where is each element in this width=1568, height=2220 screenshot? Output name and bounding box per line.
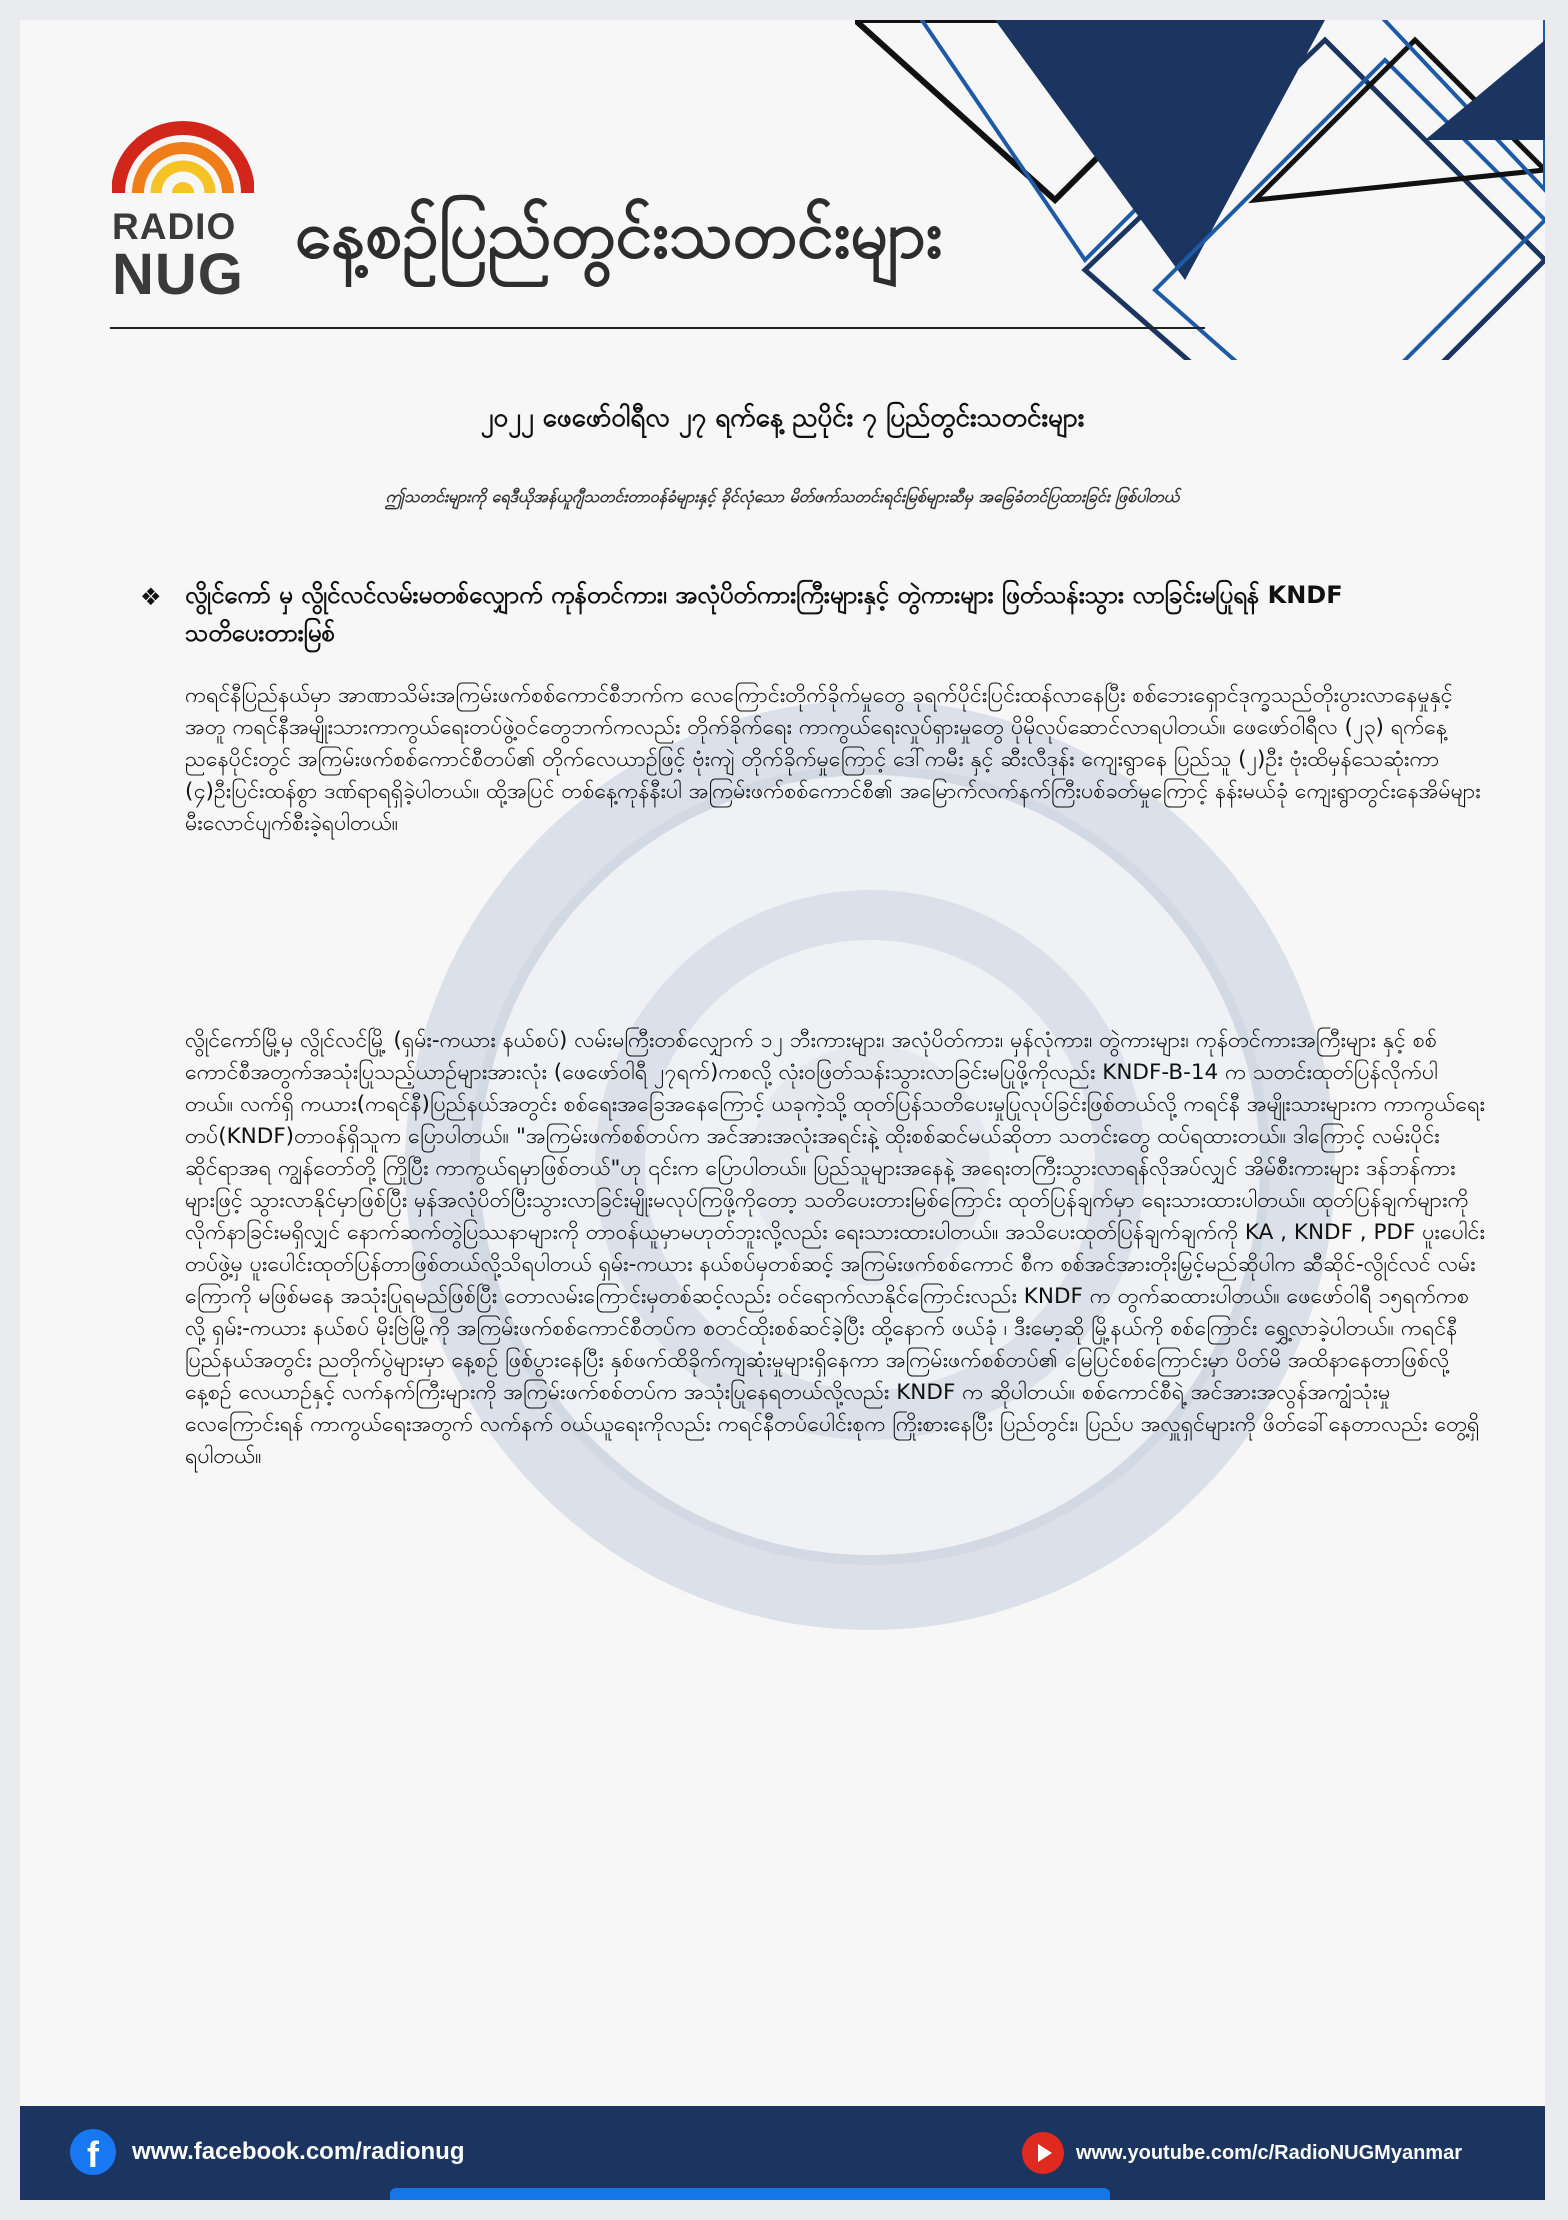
- diamond-fill-navy-2: [1425, 40, 1545, 140]
- radio-nug-logo: [112, 115, 262, 315]
- logo-word-radio: RADIO: [112, 206, 237, 247]
- facebook-icon[interactable]: f: [70, 2129, 116, 2175]
- footer-accent-strip: [390, 2188, 1110, 2200]
- header-divider: [110, 327, 1205, 329]
- news-bulletin-page: [20, 20, 1545, 2200]
- facebook-link[interactable]: www.facebook.com/radionug: [132, 2138, 465, 2165]
- logo-word-nug: NUG: [112, 242, 244, 307]
- diamond-fill-navy: [995, 20, 1325, 280]
- youtube-link[interactable]: www.youtube.com/c/RadioNUGMyanmar: [1076, 2142, 1462, 2164]
- headline-bullet-icon: ❖: [140, 583, 162, 611]
- decorative-diamonds: [855, 20, 1545, 360]
- masthead-title: နေ့စဉ်ပြည်တွင်းသတင်းများ: [295, 196, 943, 273]
- article-headline: လွိုင်ကော် မှ လွိုင်လင်လမ်းမတစ်လျှောက် ကုန်တင်ကား၊ အလုံပိတ်ကားကြီးများနှင့် တွဲကားများ ဖြတ်သန်းသွား လာခြင်းမပြုရန် KNDF သတိပေးတားမြစ်: [185, 581, 1343, 647]
- footer-bar: [20, 2106, 1545, 2200]
- article-paragraph-1: ကရင်နီပြည်နယ်မှာ အာဏာသိမ်းအကြမ်းဖက်စစ်ကောင်စီဘက်က လေကြောင်းတိုက်ခိုက်မှုတွေ ခုရက်ပိုင်းပြင်းထန်လာနေပြီး စစ်ဘေးရှောင်ဒုက္ခသည်တိုးပွားလာနေမှုနှင့်အတူ ကရင်နီအမျိုးသားကာကွယ်ရေးတပ်ဖွဲ့ဝင်တွေဘက်ကလည်း တိုက်ခိုက်ရေး ကာကွယ်ရေးလှုပ်ရှားမှုတွေ ပိုမိုလုပ်ဆောင်လာရပါတယ်။ ဖေဖော်ဝါရီလ (၂၃) ရက်နေ့ညနေပိုင်းတွင် အကြမ်းဖက်စစ်ကောင်စီတပ်၏ တိုက်လေယာဉ်ဖြင့် ဗုံးကျဲ တိုက်ခိုက်မှုကြောင့် ဒေါ်ကမီး နှင့် ဆီးလီဒုန်း ကျေးရွာနေ ပြည်သူ (၂)ဦး ဗုံးထိမှန်သေဆုံးကာ (၄)ဦးပြင်းထန်စွာ ဒဏ်ရာရရှိခဲ့ပါတယ်။ ထို့အပြင် တစ်နေ့ကုန်နီးပါ အကြမ်းဖက်စစ်ကောင်စီ၏ အမြောက်လက်နက်ကြီးပစ်ခတ်မှုကြောင့် နန်းမယ်ခုံ ကျေးရွာတွင်းနေအိမ်များမီးလောင်ပျက်စီးခဲ့ရပါတယ်။: [185, 683, 1481, 836]
- dateline: ၂၀၂၂ ဖေဖော်ဝါရီလ ၂၇ ရက်နေ့ ညပိုင်း ၇ ပြည်တွင်းသတင်းများ: [480, 403, 1085, 433]
- article-paragraph-2: လွိုင်ကော်မြို့မှ လွိုင်လင်မြို့ (ရှမ်း-ကယား နယ်စပ်) လမ်းမကြီးတစ်လျှောက် ၁၂ ဘီးကားများ၊ အလုံပိတ်ကား၊ မှန်လုံကား၊ တွဲကားများ၊ ကုန်တင်ကားအကြီးများ နှင့် စစ်ကောင်စီအတွက်အသုံးပြုသည့်ယာဉ်များအားလုံး (ဖေဖော်ဝါရီ ၂၇ရက်)ကစလို့ လုံးဝဖြတ်သန်းသွားလာခြင်းမပြုဖို့ကိုလည်း KNDF-B-14 က သတင်းထုတ်ပြန်လိုက်ပါတယ်။ လက်ရှိ ကယား(ကရင်နီ)ပြည်နယ်အတွင်း စစ်ရေးအခြေအနေကြောင့် ယခုကဲ့သို့ ထုတ်ပြန်သတိပေးမှုပြုလုပ်ခြင်းဖြစ်တယ်လို့ ကရင်နီ အမျိုးသားများက ကာကွယ်ရေးတပ်(KNDF)တာဝန်ရှိသူက ပြောပါတယ်။ "အကြမ်းဖက်စစ်တပ်က အင်အားအလုံးအရင်းနဲ့ ထိုးစစ်ဆင်မယ်ဆိုတာ သတင်းတွေ ထပ်ရထားတယ်။ ဒါကြောင့် လမ်းပိုင်းဆိုင်ရာအရ ကျွန်တော်တို့ ကြိုပြီး ကာကွယ်ရမှာဖြစ်တယ်"ဟု ၎င်းက ပြောပါတယ်။ ပြည်သူများအနေနဲ့ အရေးတကြီးသွားလာရန်လိုအပ်လျှင် အိမ်စီးကားများ ဒန်ဘန်ကားများဖြင့် သွားလာနိုင်မှာဖြစ်ပြီး မှန်အလုံပိတ်ပြီးသွားလာခြင်းမျိုးမလုပ်ကြဖို့ကိုတော့ သတိပေးတားမြစ်ကြောင်း ထုတ်ပြန်ချက်မှာ ရေးသားထားပါတယ်။ ထုတ်ပြန်ချက်များကိုလိုက်နာခြင်းမရှိလျှင် နောက်ဆက်တွဲပြဿနာများကို တာဝန်ယူမှာမဟုတ်ဘူးလို့လည်း ရေးသားထားပါတယ်။ အသိပေးထုတ်ပြန်ချက်ချက်ကို KA , KNDF , PDF ပူးပေါင်းတပ်ဖွဲ့မှ ပူးပေါင်းထုတ်ပြန်တာဖြစ်တယ်လို့သိရပါတယ် ရှမ်း-ကယား နယ်စပ်မှတစ်ဆင့် အကြမ်းဖက်စစ်ကောင် စီက စစ်အင်အားတိုးမြှင့်မည်ဆိုပါက ဆီဆိုင်-လွိုင်လင် လမ်းကြောကို မဖြစ်မနေ အသုံးပြုရမည်ဖြစ်ပြီး တောလမ်းကြောင်းမှတစ်ဆင့်လည်း ဝင်ရောက်လာနိုင်ကြောင်းလည်း KNDF က တွက်ဆထားပါတယ်။ ဖေဖော်ဝါရီ ၁၅ရက်ကစလို့ ရှမ်း-ကယား နယ်စပ် မိုးဗြဲမြို့ကို အကြမ်းဖက်စစ်ကောင်စီတပ်က စတင်ထိုးစစ်ဆင်ခဲ့ပြီး ထို့နောက် ဖယ်ခုံ ၊ ဒီးမော့ဆို မြို့နယ်ကို စစ်ကြောင်း ရွှေ့လာခဲ့ပါတယ်။ ကရင်နီပြည်နယ်အတွင်း ညတိုက်ပွဲများမှာ နေ့စဉ် ဖြစ်ပွားနေပြီး နှစ်ဖက်ထိခိုက်ကျဆုံးမှုများရှိနေကာ အကြမ်းဖက်စစ်တပ်၏ မြေပြင်စစ်ကြောင်းမှာ ပိတ်မိ အထိနာနေတာဖြစ်လို့ နေ့စဉ် လေယာဉ်နှင့် လက်နက်ကြီးများကို အကြမ်းဖက်စစ်တပ်က အသုံးပြုနေရတယ်လို့လည်း KNDF က ဆိုပါတယ်။ စစ်ကောင်စီရဲ့ အင်အားအလွန်အကျွံသုံးမှု လေကြောင်းရန် ကာကွယ်ရေးအတွက် လက်နက် ဝယ်ယူရေးကိုလည်း ကရင်နီတပ်ပေါင်းစုက ကြိုးစားနေပြီး ပြည်တွင်း၊ ပြည်ပ အလှူရှင်များကို ဖိတ်ခေါ်နေတာလည်း တွေ့ရှိရပါတယ်။: [185, 1028, 1485, 1469]
- youtube-icon[interactable]: [1022, 2132, 1064, 2174]
- source-disclaimer: ဤသတင်းများကို ရေဒီယိုအန်ယူဂျီသတင်းတာဝန်ခံများနှင့် ခိုင်လုံသော မိတ်ဖက်သတင်းရင်းမြစ်များဆီမှ အခြေခံတင်ပြထားခြင်း ဖြစ်ပါတယ်: [385, 487, 1180, 506]
- logo-arcs-icon: [112, 115, 254, 195]
